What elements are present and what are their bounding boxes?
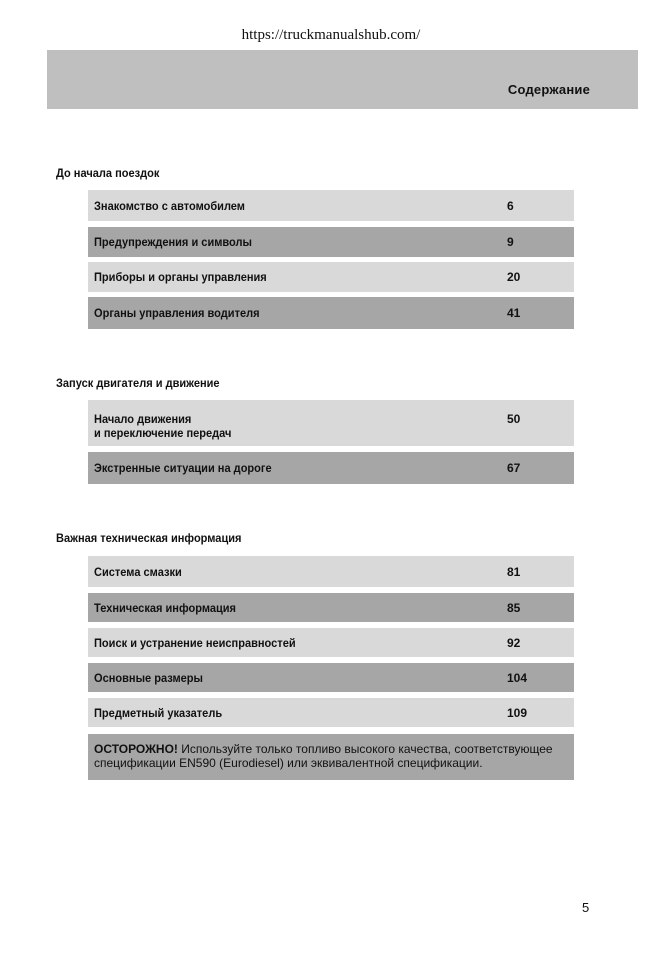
toc-entry[interactable]	[88, 452, 574, 484]
page-number: 5	[582, 900, 590, 915]
toc-entry-label: Органы управления водителя	[94, 306, 260, 320]
toc-entry-label	[94, 412, 473, 440]
toc-entry[interactable]	[88, 400, 574, 446]
toc-entry-page: 92	[507, 635, 521, 650]
warning-label: ОСТОРОЖНО!	[94, 742, 178, 756]
toc-entry-label: Экстренные ситуации на дороге	[94, 461, 272, 475]
toc-entry-label: Система смазки	[94, 564, 182, 579]
toc-entry-label: Предупреждения и символы	[94, 235, 252, 249]
toc-entry-page: 41	[507, 306, 521, 320]
section-title-technical-info: Важная техническая информация	[56, 531, 242, 545]
toc-entry-page: 67	[507, 461, 521, 475]
toc-entry-label: Поиск и устранение неисправностей	[94, 635, 296, 650]
toc-entry[interactable]	[88, 628, 574, 657]
toc-entry[interactable]	[88, 556, 574, 587]
section-title-before-driving: До начала поездок	[56, 166, 160, 180]
toc-entry[interactable]	[88, 663, 574, 692]
fuel-warning-box	[88, 734, 574, 780]
toc-entry-page: 20	[507, 270, 521, 284]
toc-entry[interactable]	[88, 190, 574, 221]
section-title-engine-start: Запуск двигателя и движение	[56, 376, 220, 390]
toc-entry-page: 104	[507, 670, 528, 685]
toc-entry-page: 9	[507, 235, 514, 249]
toc-entry-page: 50	[507, 412, 521, 426]
toc-entry[interactable]	[88, 698, 574, 727]
source-url[interactable]: https://truckmanualshub.com/	[241, 27, 421, 43]
toc-entry-page: 85	[507, 600, 521, 615]
toc-entry-page: 81	[507, 564, 521, 579]
toc-entry[interactable]	[88, 262, 574, 292]
toc-entry-label: Техническая информация	[94, 600, 236, 615]
toc-entry[interactable]	[88, 227, 574, 257]
toc-entry-label-line1: Начало движения	[94, 412, 192, 426]
page-title: Содержание	[507, 82, 590, 97]
toc-entry-label: Основные размеры	[94, 670, 203, 685]
toc-entry-label: Предметный указатель	[94, 705, 223, 720]
toc-entry-page: 109	[507, 705, 528, 720]
warning-line1	[94, 742, 568, 756]
warning-text-line2: спецификации EN590 (Eurodiesel) или эквивалентной спецификации.	[94, 756, 483, 770]
toc-entry-page: 6	[507, 198, 514, 213]
header-band	[47, 50, 638, 109]
warning-text-line1: Используйте только топливо высокого качества, соответствующее	[177, 742, 553, 756]
toc-entry[interactable]	[88, 297, 574, 329]
toc-entry-label: Приборы и органы управления	[94, 270, 267, 284]
toc-entry-label: Знакомство с автомобилем	[94, 198, 245, 213]
toc-entry-label-line2: и переключение передач	[94, 426, 232, 440]
toc-entry[interactable]	[88, 593, 574, 622]
